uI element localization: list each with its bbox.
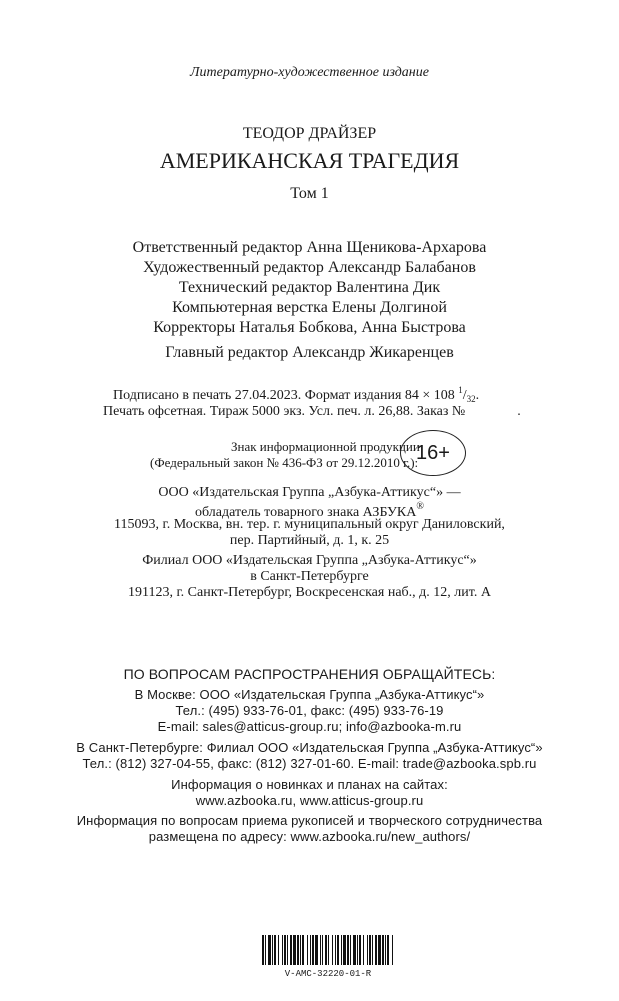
- volume-label: Том 1: [290, 185, 329, 202]
- barcode-bar: [312, 935, 314, 965]
- barcode-bar: [387, 935, 389, 965]
- barcode-text: V-AMC-32220-01-R: [284, 969, 372, 979]
- chief-editor: Главный редактор Александр Жикаренцев: [165, 344, 454, 361]
- barcode-bar: [367, 935, 368, 965]
- barcode-bar: [287, 935, 288, 965]
- barcode-bar: [357, 935, 358, 965]
- distribution-moscow-email: E-mail: sales@atticus-group.ru; info@azbooka-m.ru: [157, 719, 462, 734]
- distribution-heading: ПО ВОПРОСАМ РАСПРОСТРАНЕНИЯ ОБРАЩАЙТЕСЬ:: [123, 666, 496, 682]
- websites-label: Информация о новинках и планах на сайтах:: [171, 777, 448, 792]
- barcode-bar: [341, 935, 342, 965]
- staff-line: Художественный редактор Александр Балабанов: [143, 259, 476, 276]
- barcode-bar: [392, 935, 393, 965]
- barcode-bar: [369, 935, 371, 965]
- manuscripts-info: Информация по вопросам приема рукописей и творческого сотрудничества: [76, 813, 543, 828]
- barcode-bar: [302, 935, 304, 965]
- barcode-bar: [385, 935, 386, 965]
- barcode-bar: [335, 935, 336, 965]
- age-rating-law: (Федеральный закон № 436-ФЗ от 29.12.2010 г.):: [150, 455, 419, 470]
- barcode-bar: [359, 935, 361, 965]
- barcode-bar: [325, 935, 327, 965]
- barcode-bar: [262, 935, 264, 965]
- publisher-address: пер. Партийный, д. 1, к. 25: [229, 533, 390, 548]
- branch-address: 191123, г. Санкт-Петербург, Воскресенская наб., д. 12, лит. А: [128, 585, 491, 600]
- barcode-bar: [300, 935, 301, 965]
- barcode-bar: [350, 935, 351, 965]
- barcode: [262, 935, 394, 965]
- barcode-bar: [284, 935, 286, 965]
- publisher-address: 115093, г. Москва, вн. тер. г. муниципальный округ Даниловский,: [114, 517, 505, 532]
- barcode-bar: [315, 935, 318, 965]
- barcode-bar: [353, 935, 356, 965]
- barcode-bar: [375, 935, 377, 965]
- distribution-spb-contacts: Тел.: (812) 327-04-55, факс: (812) 327-01-60. E-mail: trade@azbooka.spb.ru: [82, 756, 537, 771]
- author-name: ТЕОДОР ДРАЙЗЕР: [242, 125, 377, 142]
- staff-line: Корректоры Наталья Бобкова, Анна Быстрова: [153, 319, 466, 336]
- publisher-trademark: обладатель товарного знака АЗБУКА®: [195, 501, 424, 520]
- barcode-bar: [293, 935, 296, 965]
- age-rating-badge: 16+: [400, 430, 466, 476]
- barcode-bar: [363, 935, 364, 965]
- barcode-bar: [272, 935, 273, 965]
- barcode-bar: [310, 935, 311, 965]
- barcode-bar: [347, 935, 349, 965]
- distribution-moscow-phone: Тел.: (495) 933-76-01, факс: (495) 933-76-19: [175, 703, 444, 718]
- barcode-bar: [372, 935, 373, 965]
- barcode-bar: [378, 935, 381, 965]
- distribution-spb: В Санкт-Петербурге: Филиал ООО «Издательская Группа „Азбука-Аттикус“»: [76, 740, 543, 755]
- edition-type: Литературно-художественное издание: [190, 65, 429, 80]
- barcode-bar: [332, 935, 333, 965]
- barcode-bar: [268, 935, 271, 965]
- barcode-bar: [343, 935, 346, 965]
- distribution-moscow: В Москве: ООО «Издательская Группа „Азбука-Аттикус“»: [134, 687, 485, 702]
- manuscripts-address: размещена по адресу: www.azbooka.ru/new_authors/: [148, 829, 471, 844]
- barcode-bar: [307, 935, 308, 965]
- book-title: АМЕРИКАНСКАЯ ТРАГЕДИЯ: [159, 148, 460, 173]
- barcode-bar: [274, 935, 276, 965]
- barcode-bar: [278, 935, 279, 965]
- staff-line: Компьютерная верстка Елены Долгиной: [172, 299, 447, 316]
- registered-mark: ®: [416, 501, 424, 512]
- print-info-line2: Печать офсетная. Тираж 5000 экз. Усл. печ. л. 26,88. Заказ № .: [103, 404, 521, 419]
- barcode-bar: [320, 935, 321, 965]
- websites-list: www.azbooka.ru, www.atticus-group.ru: [195, 793, 424, 808]
- publisher-name: ООО «Издательская Группа „Азбука-Аттикус“» —: [158, 485, 461, 500]
- print-info-line1: Подписано в печать 27.04.2023. Формат издания 84 × 108 $^1/_{32}$.: [113, 385, 480, 404]
- branch-name: Филиал ООО «Издательская Группа „Азбука-Аттикус“»: [142, 553, 477, 568]
- barcode-bar: [382, 935, 384, 965]
- barcode-bar: [282, 935, 283, 965]
- barcode-bar: [322, 935, 323, 965]
- staff-line: Технический редактор Валентина Дик: [178, 279, 441, 296]
- barcode-bar: [297, 935, 299, 965]
- barcode-bar: [328, 935, 329, 965]
- barcode-bar: [265, 935, 266, 965]
- branch-city: в Санкт-Петербурге: [250, 569, 369, 584]
- staff-line: Ответственный редактор Анна Щеникова-Архарова: [132, 239, 487, 256]
- age-rating-label: Знак информационной продукции: [231, 439, 420, 454]
- barcode-bar: [290, 935, 292, 965]
- barcode-bar: [337, 935, 339, 965]
